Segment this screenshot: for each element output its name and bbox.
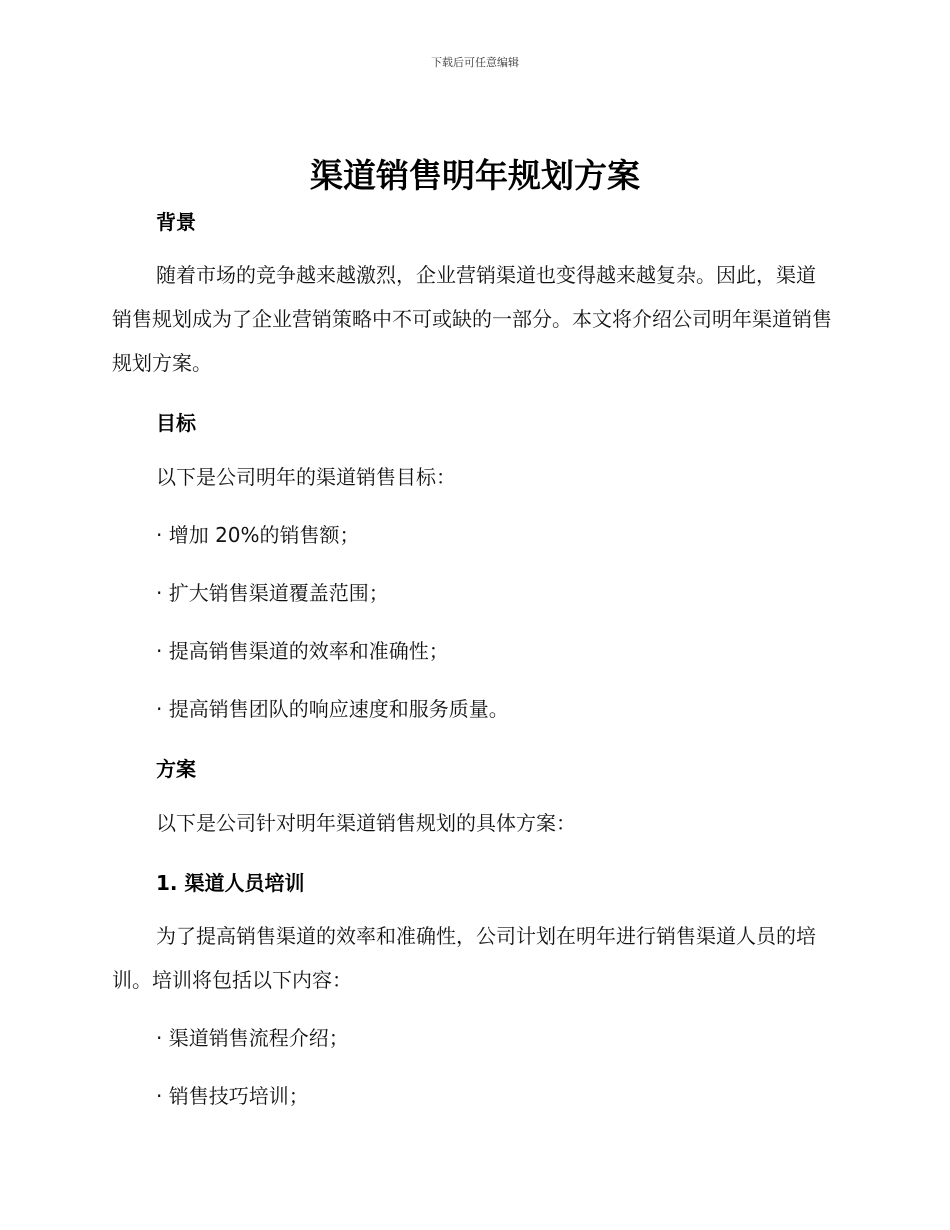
training-item: · 销售技巧培训； — [156, 1084, 309, 1108]
training-item: · 渠道销售流程介绍； — [156, 1026, 349, 1050]
goal-item: · 提高销售渠道的效率和准确性； — [156, 639, 449, 663]
section-heading-plan: 方案 — [156, 757, 196, 781]
training-paragraph: 为了提高销售渠道的效率和准确性，公司计划在明年进行销售渠道人员的培训。培训将包括以下内容： — [112, 924, 816, 992]
page-header: 下载后可任意编辑 — [431, 56, 519, 69]
goals-intro: 以下是公司明年的渠道销售目标： — [156, 465, 456, 489]
document-title: 渠道销售明年规划方案 — [310, 156, 640, 195]
goal-item: · 扩大销售渠道覆盖范围； — [156, 581, 389, 605]
section-heading-background: 背景 — [156, 210, 196, 234]
section-heading-goals: 目标 — [156, 411, 196, 435]
document-body — [112, 204, 832, 1118]
subsection-heading-training: 1. 渠道人员培训 — [156, 871, 305, 895]
background-paragraph: 随着市场的竞争越来越激烈，企业营销渠道也变得越来越复杂。因此，渠道销售规划成为了企业营销策略中不可或缺的一部分。本文将介绍公司明年渠道销售规划方案。 — [112, 263, 832, 375]
goal-item: · 提高销售团队的响应速度和服务质量。 — [156, 697, 509, 721]
goal-item: · 增加 20%的销售额； — [156, 523, 360, 547]
plan-intro: 以下是公司针对明年渠道销售规划的具体方案： — [156, 811, 576, 835]
